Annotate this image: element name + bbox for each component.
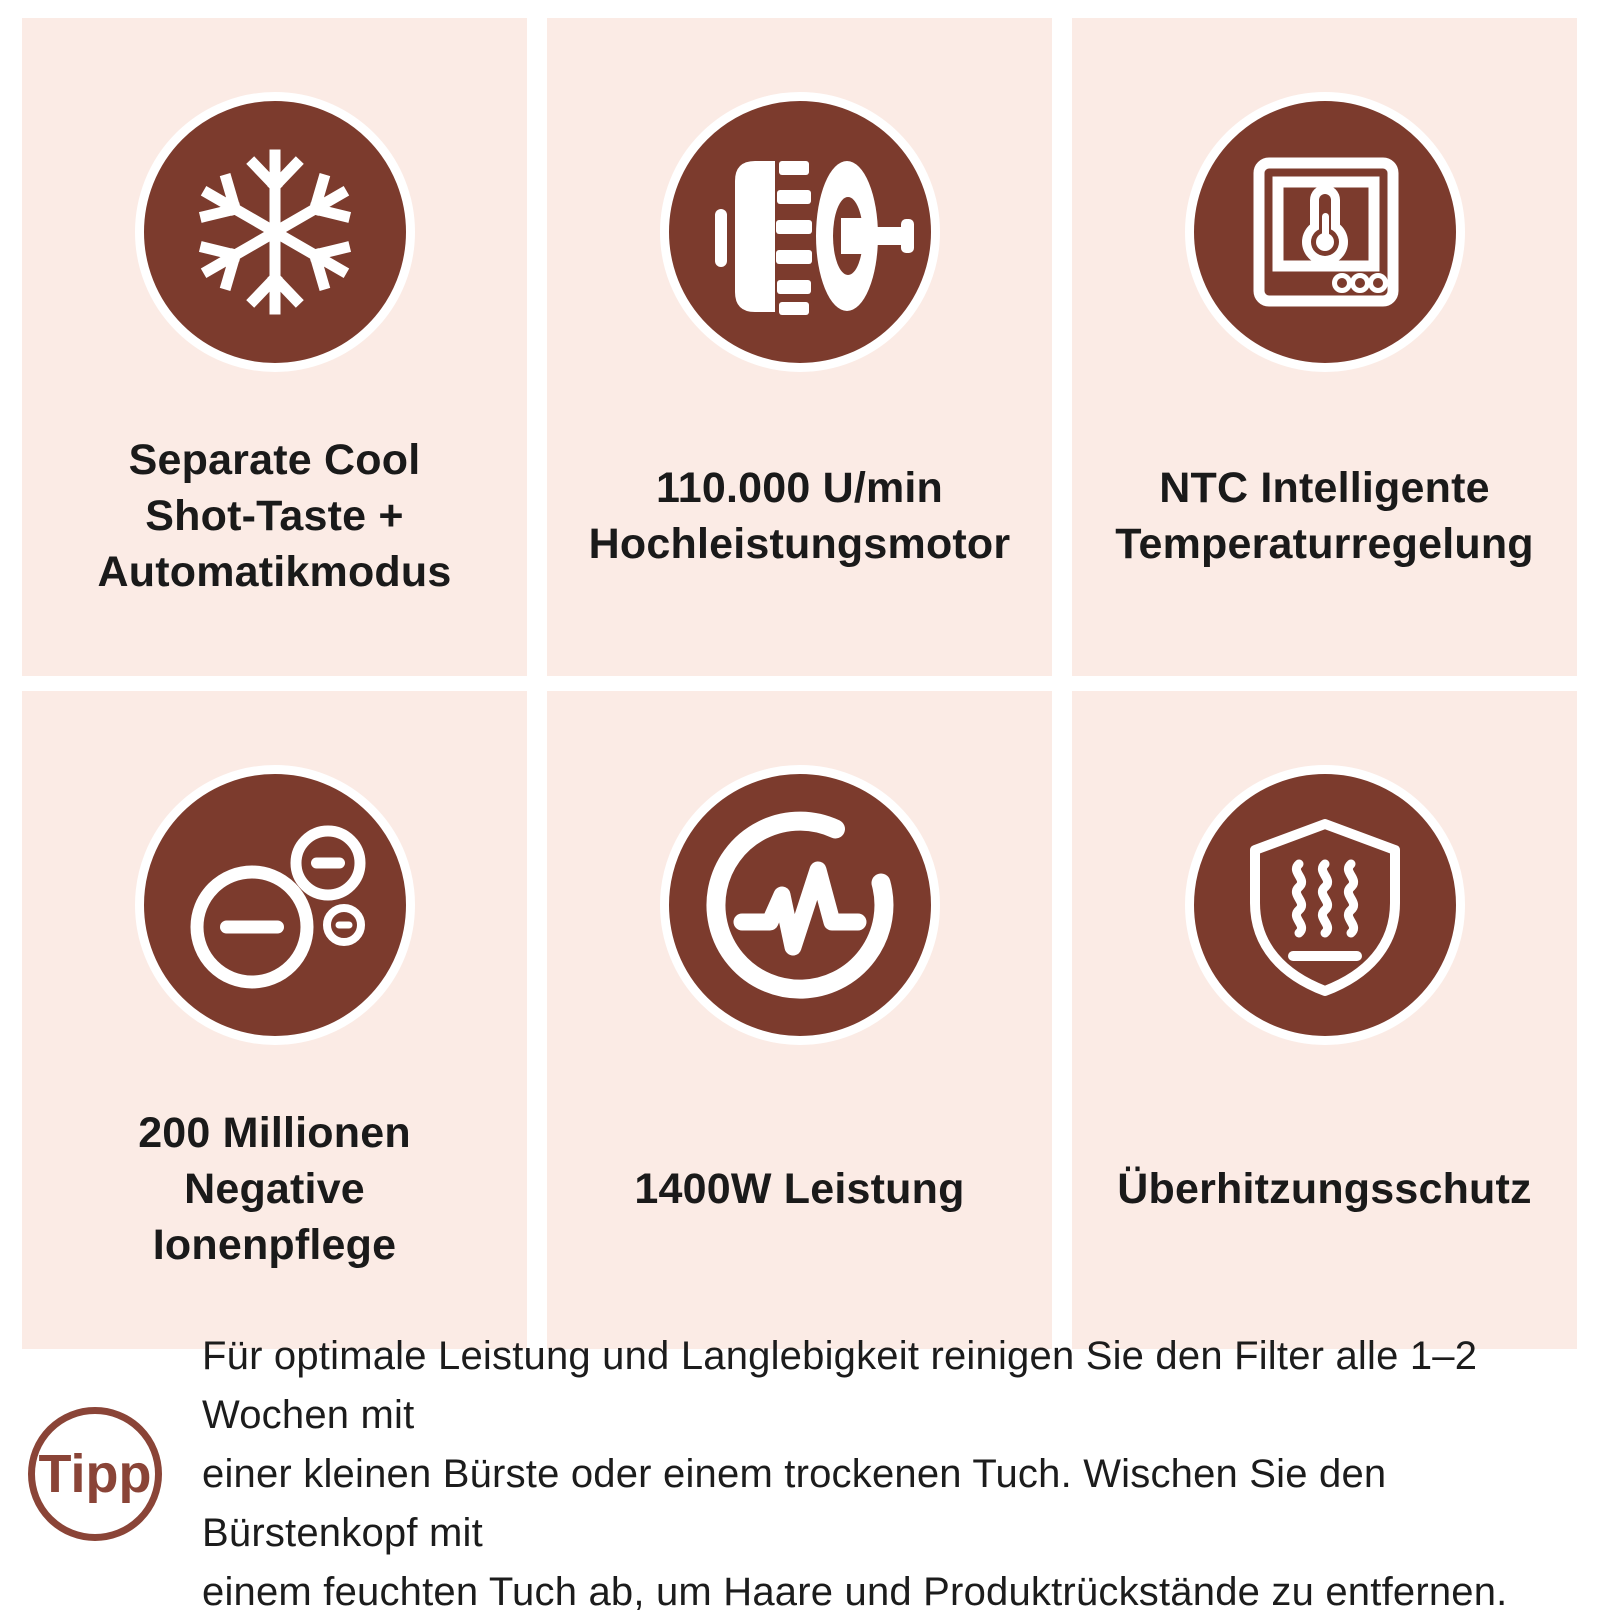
caption-line: Temperaturregelung [1115,520,1534,568]
shield-icon-badge [1185,765,1465,1045]
temperature-display-icon [1194,101,1456,363]
caption-line: Ionenpflege [152,1221,397,1269]
feature-caption [634,1045,964,1349]
caption-line: Hochleistungsmotor [588,520,1011,568]
feature-card-motor [547,18,1052,676]
feature-caption [138,1045,411,1349]
motor-icon [669,101,931,363]
caption-line: NTC Intelligente [1159,464,1490,512]
feature-caption [1115,372,1534,676]
tip-text-line: einem feuchten Tuch ab, um Haare und Produktrückstände zu entfernen. [202,1569,1508,1614]
tip-badge [28,1407,162,1541]
caption-line: Automatikmodus [97,548,452,596]
feature-card-overheat-protection [1072,691,1577,1349]
caption-line: 200 Millionen [138,1109,411,1157]
feature-caption [589,372,1011,676]
tip-text-line: Für optimale Leistung und Langlebigkeit reinigen Sie den Filter alle 1–2 Wochen mit [202,1333,1478,1437]
feature-card-cool-shot [22,18,527,676]
caption-line: 1400W Leistung [634,1165,965,1213]
feature-card-negative-ions [22,691,527,1349]
feature-card-temperature-control [1072,18,1577,676]
ions-icon-badge [135,765,415,1045]
tip-badge-label: Tipp [38,1444,152,1504]
power-pulse-icon [669,774,931,1036]
temperature-icon-badge [1185,92,1465,372]
snowflake-icon [144,101,406,363]
caption-line: Überhitzungsschutz [1117,1165,1532,1213]
feature-caption [98,372,452,676]
caption-line: Shot-Taste + [145,492,404,540]
caption-line: Separate Cool [128,436,421,484]
tip-text-line: einer kleinen Bürste oder einem trockenen Tuch. Wischen Sie den Bürstenkopf mit [202,1451,1387,1555]
tip-section [0,1333,1600,1614]
heat-shield-icon [1194,774,1456,1036]
caption-line: Negative [184,1165,365,1213]
caption-line: 110.000 U/min [655,464,944,512]
power-icon-badge [660,765,940,1045]
feature-caption [1117,1045,1532,1349]
tip-text [202,1327,1570,1622]
negative-ions-icon [144,774,406,1036]
motor-icon-badge [660,92,940,372]
feature-card-power [547,691,1052,1349]
cool-shot-icon-badge [135,92,415,372]
